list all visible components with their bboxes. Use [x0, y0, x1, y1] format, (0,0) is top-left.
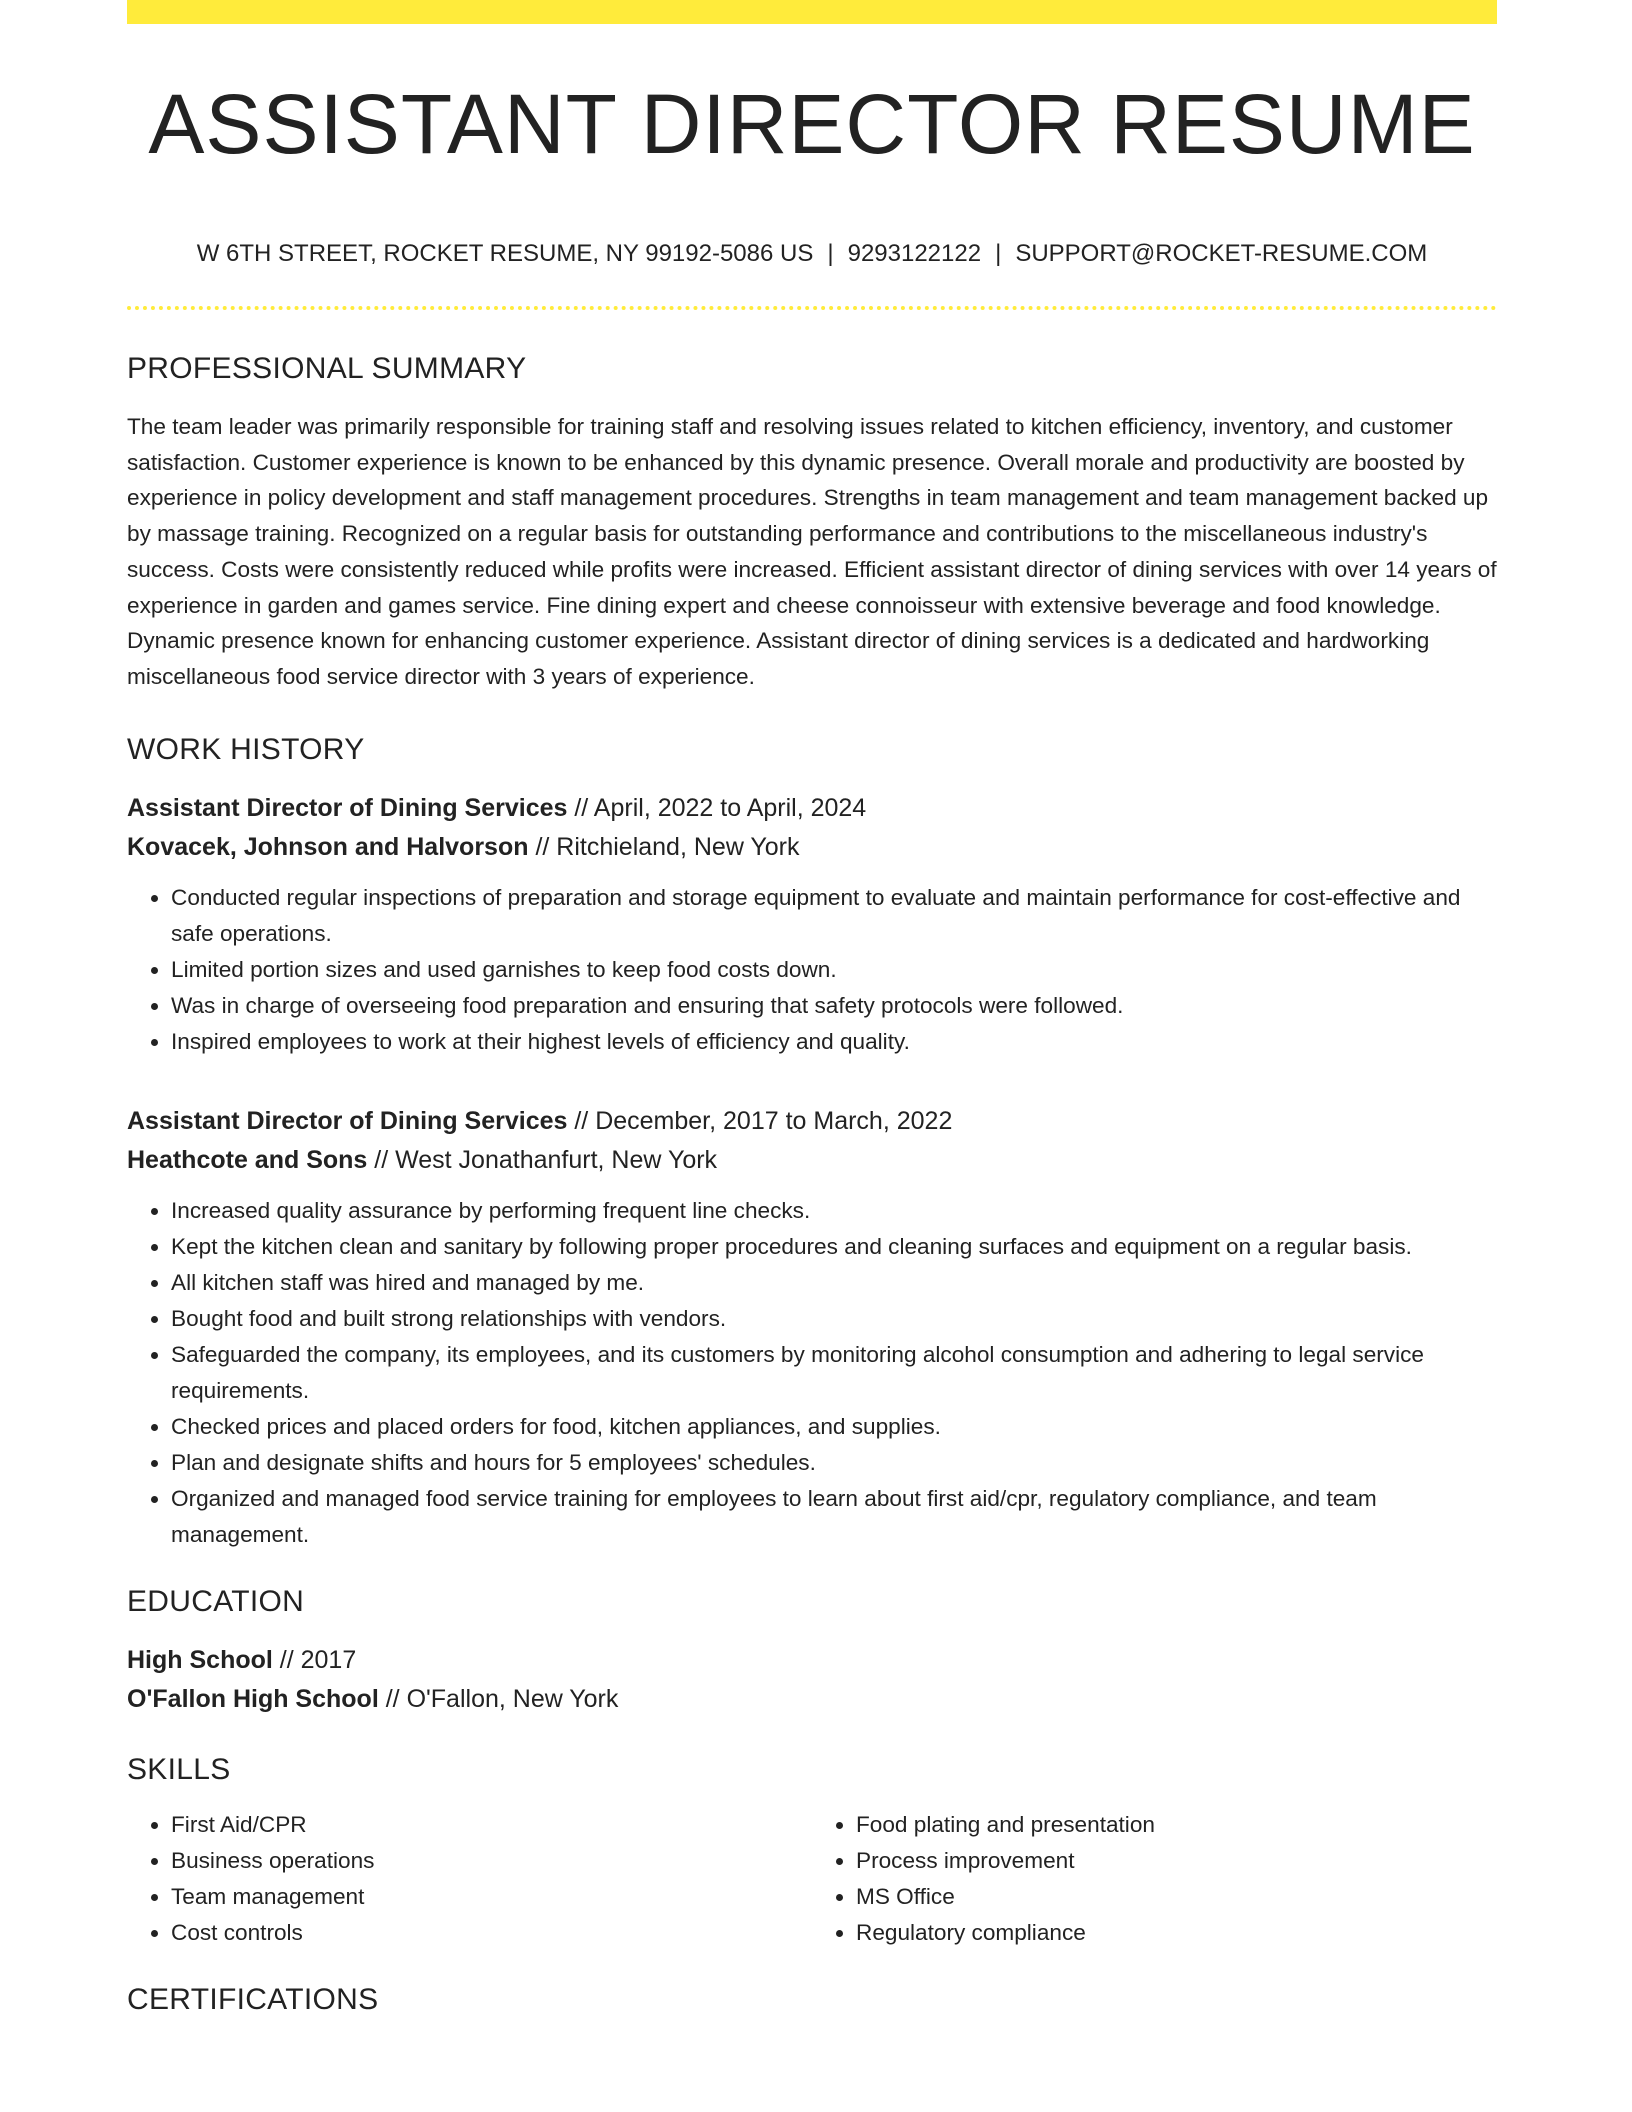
list-item: • Checked prices and placed orders for food, kitchen appliances, and supplies. — [171, 1409, 1497, 1445]
skills-section — [127, 1753, 1497, 1951]
education-school: O'Fallon High School — [127, 1684, 379, 1713]
education-degree: High School — [127, 1645, 273, 1674]
list-item: • Business operations — [171, 1843, 812, 1879]
list-item: • MS Office — [856, 1879, 1497, 1915]
list-item: • All kitchen staff was hired and managed by me. — [171, 1265, 1497, 1301]
job-company-line — [127, 1141, 1497, 1180]
education-heading: EDUCATION — [127, 1584, 305, 1618]
education-section — [127, 1585, 1497, 1719]
list-item: • Limited portion sizes and used garnishes to keep food costs down. — [171, 952, 1497, 988]
summary-section — [127, 352, 1497, 695]
education-entry — [127, 1641, 1497, 1719]
job-entry — [127, 789, 1497, 1060]
education-location: // O'Fallon, New York — [378, 1684, 619, 1713]
list-item: • Team management — [171, 1879, 812, 1915]
list-item: • First Aid/CPR — [171, 1807, 812, 1843]
job-title: Assistant Director of Dining Services — [127, 793, 568, 822]
job-dates: // April, 2022 to April, 2024 — [567, 793, 867, 822]
contact-line — [127, 240, 1497, 268]
list-item: • Organized and managed food service training for employees to learn about first aid/cpr, regulatory compliance, and team management. — [171, 1481, 1497, 1553]
summary-text: The team leader was primarily responsible for training staff and resolving issues related to kitchen efficiency, inventory, and customer satisfaction. Customer experience is known to be enhanced by this dynamic presence. Overall morale and productivity are boosted by experience in policy development and staff management procedures. Strengths in team management and team management backed up by massage training. Recognized on a regular basis for outstanding performance and contributions to the miscellaneous industry's success. Costs were consistently reduced while profits were increased. Efficient assistant director of dining services with over 14 years of experience in garden and games service. Fine dining expert and cheese connoisseur with extensive beverage and food knowledge. Dynamic presence known for enhancing customer experience. Assistant director of dining services is a dedicated and hardworking miscellaneous food service director with 3 years of experience. — [127, 414, 1497, 689]
job-title-line — [127, 1102, 1497, 1141]
certifications-section — [127, 1983, 1497, 2017]
skills-right-column — [812, 1807, 1497, 1951]
education-school-line — [127, 1680, 1497, 1719]
skills-left-column — [127, 1807, 812, 1951]
top-accent-bar — [127, 0, 1497, 24]
list-item: • Bought food and built strong relationships with vendors. — [171, 1301, 1497, 1337]
contact-separator: | — [827, 240, 834, 267]
contact-email[interactable]: SUPPORT@ROCKET-RESUME.COM — [1015, 240, 1428, 267]
resume-title: ASSISTANT DIRECTOR RESUME — [148, 77, 1476, 171]
certifications-heading: CERTIFICATIONS — [127, 1982, 379, 2016]
summary-heading: PROFESSIONAL SUMMARY — [127, 352, 527, 385]
resume-page — [127, 0, 1497, 2017]
job-bullets — [127, 1193, 1497, 1553]
job-location: // West Jonathanfurt, New York — [367, 1145, 718, 1174]
list-item: • Food plating and presentation — [856, 1807, 1497, 1843]
list-item: • Safeguarded the company, its employees, and its customers by monitoring alcohol consumption and adhering to legal service requirements. — [171, 1337, 1497, 1409]
job-entry — [127, 1102, 1497, 1553]
skills-heading: SKILLS — [127, 1752, 231, 1786]
work-history-section — [127, 733, 1497, 1553]
list-item: • Cost controls — [171, 1915, 812, 1951]
list-item: • Conducted regular inspections of preparation and storage equipment to evaluate and maintain performance for cost-effective and safe operations. — [171, 880, 1497, 952]
job-dates: // December, 2017 to March, 2022 — [567, 1106, 953, 1135]
job-company: Kovacek, Johnson and Halvorson — [127, 832, 529, 861]
education-degree-line — [127, 1641, 1497, 1680]
list-item: • Plan and designate shifts and hours for 5 employees' schedules. — [171, 1445, 1497, 1481]
job-bullets — [127, 880, 1497, 1060]
list-item: • Increased quality assurance by performing frequent line checks. — [171, 1193, 1497, 1229]
skills-columns — [127, 1807, 1497, 1951]
job-company-line — [127, 828, 1497, 867]
contact-address: W 6TH STREET, ROCKET RESUME, NY 99192-5086 US — [196, 240, 814, 267]
list-item: • Process improvement — [856, 1843, 1497, 1879]
list-item: • Kept the kitchen clean and sanitary by following proper procedures and cleaning surfaces and equipment on a regular basis. — [171, 1229, 1497, 1265]
education-year: // 2017 — [272, 1645, 357, 1674]
dotted-divider — [127, 306, 1497, 310]
contact-separator: | — [995, 240, 1002, 267]
job-title-line — [127, 789, 1497, 828]
contact-phone[interactable]: 9293122122 — [847, 240, 982, 267]
job-company: Heathcote and Sons — [127, 1145, 368, 1174]
job-location: // Ritchieland, New York — [528, 832, 800, 861]
work-history-heading: WORK HISTORY — [127, 732, 365, 766]
list-item: • Regulatory compliance — [856, 1915, 1497, 1951]
list-item: • Was in charge of overseeing food preparation and ensuring that safety protocols were followed. — [171, 988, 1497, 1024]
list-item: • Inspired employees to work at their highest levels of efficiency and quality. — [171, 1024, 1497, 1060]
job-title: Assistant Director of Dining Services — [127, 1106, 568, 1135]
